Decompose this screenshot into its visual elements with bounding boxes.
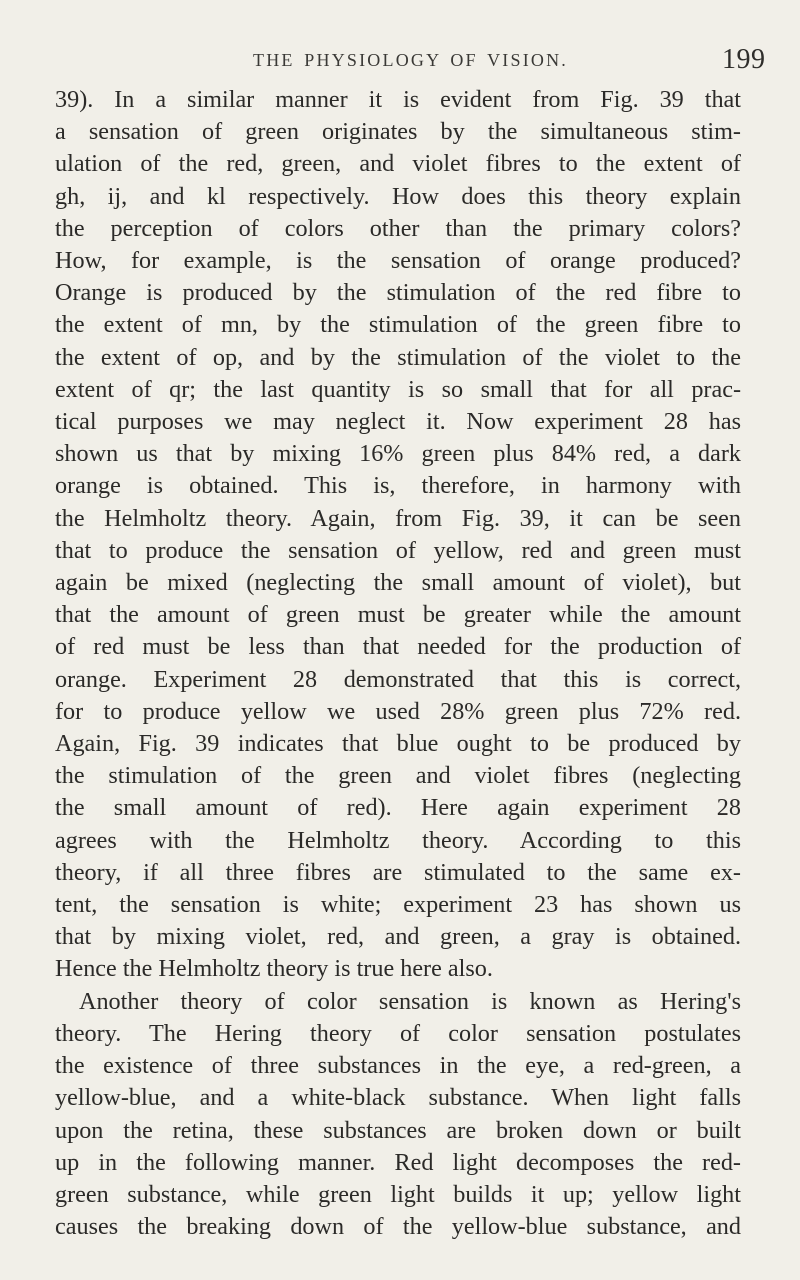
text-line: for to produce yellow we used 28% green plus 72% red. xyxy=(55,697,741,725)
text-line: yellow-blue, and a white-black substance. When light falls xyxy=(55,1084,741,1112)
text-line: the perception of colors other than the primary colors? xyxy=(55,214,741,242)
running-head: THE PHYSIOLOGY OF VISION. xyxy=(253,50,569,70)
page-number: 199 xyxy=(722,44,766,75)
text-line: agrees with the Helmholtz theory. According to this xyxy=(55,826,741,854)
text-line: a sensation of green originates by the simultaneous stim- xyxy=(55,118,741,146)
text-line: gh, ij, and kl respectively. How does this theory explain xyxy=(55,182,741,210)
text-line: theory, if all three fibres are stimulated to the same ex- xyxy=(55,858,741,886)
text-line: green substance, while green light builds it up; yellow light xyxy=(55,1180,741,1208)
text-line: the extent of op, and by the stimulation of the violet to the xyxy=(55,343,741,371)
text-line: the stimulation of the green and violet fibres (neglecting xyxy=(55,762,741,790)
paragraph-start-line: Another theory of color sensation is known as Hering's xyxy=(79,987,741,1015)
text-line: orange is obtained. This is, therefore, in harmony with xyxy=(55,472,741,500)
text-line: theory. The Hering theory of color sensation postulates xyxy=(55,1019,741,1047)
text-line: shown us that by mixing 16% green plus 84% red, a dark xyxy=(55,440,741,468)
text-line: that by mixing violet, red, and green, a gray is obtained. xyxy=(55,923,741,951)
paragraph-end-line: Hence the Helmholtz theory is true here also. xyxy=(55,955,493,983)
text-line: extent of qr; the last quantity is so small that for all prac- xyxy=(55,375,741,403)
text-line: the existence of three substances in the eye, a red-green, a xyxy=(55,1052,741,1080)
text-line: of red must be less than that needed for the production of xyxy=(55,633,741,661)
text-line: causes the breaking down of the yellow-blue substance, and xyxy=(55,1213,741,1241)
text-line: upon the retina, these substances are broken down or built xyxy=(55,1116,741,1144)
text-line: How, for example, is the sensation of orange produced? xyxy=(55,247,741,275)
text-line: the small amount of red). Here again experiment 28 xyxy=(55,794,741,822)
text-line: orange. Experiment 28 demonstrated that this is correct, xyxy=(55,665,741,693)
text-line: that the amount of green must be greater while the amount xyxy=(55,601,741,629)
text-line: the extent of mn, by the stimulation of the green fibre to xyxy=(55,311,741,339)
text-line: that to produce the sensation of yellow, red and green must xyxy=(55,536,741,564)
text-line: tent, the sensation is white; experiment 23 has shown us xyxy=(55,891,741,919)
text-line: ulation of the red, green, and violet fibres to the extent of xyxy=(55,150,741,178)
text-line: tical purposes we may neglect it. Now experiment 28 has xyxy=(55,408,741,436)
text-line: Orange is produced by the stimulation of the red fibre to xyxy=(55,279,741,307)
text-line: the Helmholtz theory. Again, from Fig. 39, it can be seen xyxy=(55,504,741,532)
text-line: up in the following manner. Red light decomposes the red- xyxy=(55,1148,741,1176)
text-line: Again, Fig. 39 indicates that blue ought to be produced by xyxy=(55,730,741,758)
text-line: again be mixed (neglecting the small amount of violet), but xyxy=(55,569,741,597)
text-line: 39). In a similar manner it is evident from Fig. 39 that xyxy=(55,86,741,113)
body-text xyxy=(55,84,741,1243)
